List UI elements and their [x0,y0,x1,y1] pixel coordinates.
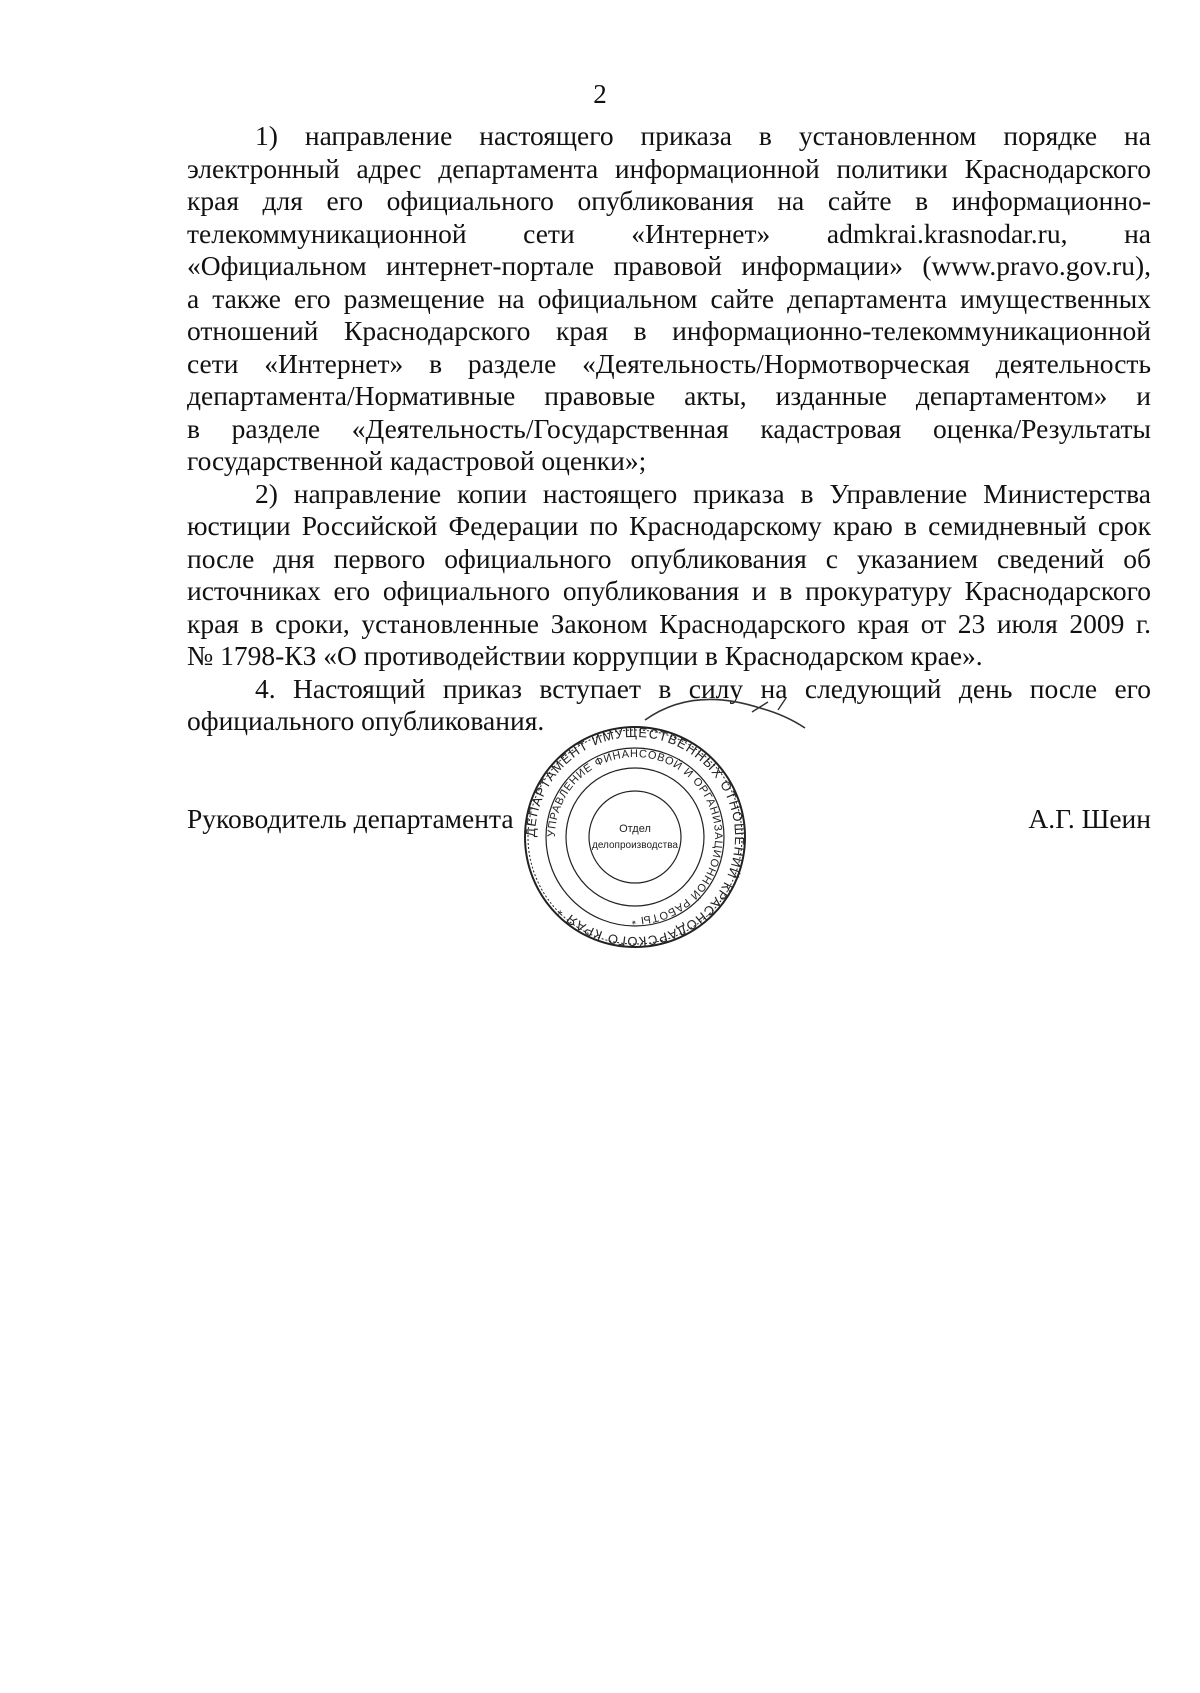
stamp-inner-text: УПРАВЛЕНИЕ ФИНАНСОВОЙ И ОРГАНИЗАЦИОННОЙ РАБОТЫ * [545,747,725,927]
text-line: сети «Интернет» в разделе «Деятельность/Нормотворческая деятельность [187,347,1151,379]
document-body [187,120,1151,738]
text-line: 4. Настоящий приказ вступает в силу на следующий день после его [255,672,1151,704]
text-line: телекоммуникационной сети «Интернет» admkrai.krasnodar.ru, на [187,217,1151,249]
signatory-name: А.Г. Шеин [1028,803,1151,834]
signatory-position: Руководитель департамента [187,803,514,834]
text-line: источниках его официального опубликования и в прокуратуру Краснодарского [187,575,1151,606]
text-line: № 1798-КЗ «О противодействии коррупции в Краснодарском крае». [187,640,983,671]
svg-text:УПРАВЛЕНИЕ ФИНАНСОВОЙ И ОРГАНИ [546,748,724,926]
text-line: официального опубликования. [187,705,545,736]
paragraph-2 [187,478,1151,673]
text-line: 1) направление настоящего приказа в установленном порядке на [255,120,1151,151]
text-line: в разделе «Деятельность/Государственная кадастровая оценка/Результаты [187,412,1151,444]
text-line: края для его официального опубликования на сайте в информационно- [187,185,1151,216]
stamp-outer-text: ДЕПАРТАМЕНТ ИМУЩЕСТВЕННЫХ ОТНОШЕНИЙ КРАСНОДАРСКОГО КРАЯ * [522,724,748,950]
page-number: 2 [593,79,607,109]
text-line: электронный адрес департамента информационной политики Краснодарского [187,152,1151,184]
text-line: юстиции Российской Федерации по Краснодарскому краю в семидневный срок [187,510,1151,541]
text-line: отношений Краснодарского края в информационно-телекоммуникационной [187,315,1151,346]
text-line: государственной кадастровой оценки»; [187,445,647,476]
text-line: департамента/Нормативные правовые акты, изданные департаментом» и [187,380,1151,411]
stamp-center-line-2: делопроизводства [591,840,679,851]
text-line: края в сроки, установленные Законом Краснодарского края от 23 июля 2009 г. [187,607,1151,639]
official-stamp [520,722,750,952]
stamp-center-line-1: Отдел [619,823,651,835]
text-line: а также его размещение на официальном сайте департамента имущественных [187,282,1151,314]
paragraph-1 [187,120,1151,478]
text-line: «Официальном интернет-портале правовой информации» (www.pravo.gov.ru), [187,250,1151,281]
text-line: 2) направление копии настоящего приказа в Управление Министерства [255,477,1151,509]
text-line: после дня первого официального опубликования с указанием сведений об [187,542,1151,574]
